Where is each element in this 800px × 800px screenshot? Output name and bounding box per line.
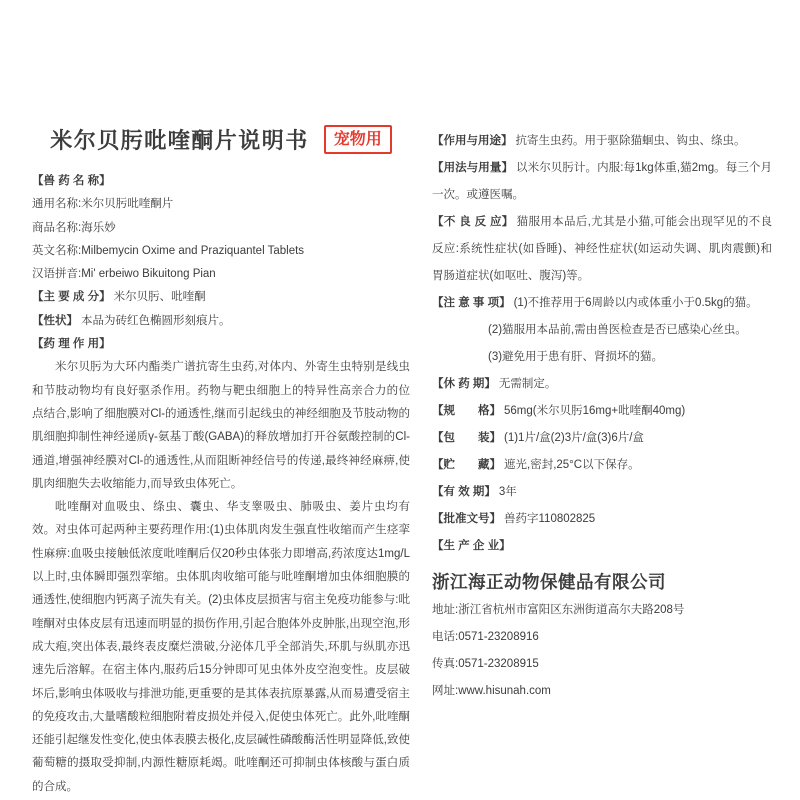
entry-text: 猫服用本品后,尤其是小猫,可能会出现罕见的不良反应:系统性症状(如昏睡)、神经性症状(如运动失调、肌肉震颤)和胃肠道症状(如呕吐、腹泻)等。 xyxy=(432,216,772,282)
company-name: 浙江海正动物保健品有限公司 xyxy=(432,572,666,592)
pinyin-name-line: 汉语拼音:Mi' erbeiwo Bikuitong Pian xyxy=(32,268,216,281)
entry-text: 3年 xyxy=(498,486,517,498)
right-column xyxy=(432,124,772,799)
ingredients-text: 米尔贝肟、吡喹酮 xyxy=(113,291,206,304)
entry-withdrawal-period xyxy=(432,371,772,398)
entry-storage xyxy=(432,452,772,479)
appearance-line xyxy=(32,310,410,333)
english-name-line: 英文名称:Milbemycin Oxime and Praziquantel Tablets xyxy=(32,244,305,257)
entry-adverse-reactions xyxy=(432,209,772,290)
entry-text: 无需制定。 xyxy=(498,378,557,390)
entry-label: 【包 装】 xyxy=(432,432,501,444)
company-fax: 传真:0571-23208915 xyxy=(432,658,539,670)
entry-label: 【规 格】 xyxy=(432,405,501,417)
ingredients-line xyxy=(32,286,410,309)
entry-label: 【有 效 期】 xyxy=(432,486,496,498)
entry-approval-number xyxy=(432,506,772,533)
trade-name-line: 商品名称:海乐妙 xyxy=(32,221,116,234)
entry-label: 【休 药 期】 xyxy=(432,378,496,390)
entry-label: 【作用与用途】 xyxy=(432,135,513,147)
page-title: 米尔贝肟吡喹酮片说明书 xyxy=(50,128,309,153)
appearance-text: 本品为砖红色椭圆形刻痕片。 xyxy=(81,314,231,327)
title-row xyxy=(32,124,410,155)
company-phone: 电话:0571-23208916 xyxy=(432,631,539,643)
generic-name-line: 通用名称:米尔贝肟吡喹酮片 xyxy=(32,198,174,211)
entry-text: (1)1片/盒(2)3片/盒(3)6片/盒 xyxy=(504,432,644,444)
entry-text: 抗寄生虫药。用于驱除猫蛔虫、钩虫、绦虫。 xyxy=(515,135,746,147)
insert-content xyxy=(32,124,772,799)
entry-text: 以米尔贝肟计。内服:每1kg体重,猫2mg。每三个月一次。或遵医嘱。 xyxy=(432,162,772,201)
entry-dosage-administration xyxy=(432,155,772,209)
pet-use-badge: 宠物用 xyxy=(324,125,392,154)
precaution-2: (2)猫服用本品前,需由兽医检查是否已感染心丝虫。 xyxy=(488,324,747,336)
ingredients-label: 【主 要 成 分】 xyxy=(32,291,111,304)
precaution-3: (3)避免用于患有肝、肾损坏的猫。 xyxy=(488,351,664,363)
entry-precautions xyxy=(432,290,772,371)
entry-label: 【用法与用量】 xyxy=(432,162,514,174)
entry-label: 【批准文号】 xyxy=(432,513,501,525)
company-address: 地址:浙江省杭州市富阳区东洲街道高尔夫路208号 xyxy=(432,604,685,616)
entry-label: 【注 意 事 项】 xyxy=(432,297,511,309)
appearance-label: 【性状】 xyxy=(32,314,78,327)
entry-packaging xyxy=(432,425,772,452)
entry-label: 【贮 藏】 xyxy=(432,459,501,471)
section-drug-name-header: 【兽 药 名 称】 xyxy=(32,175,111,187)
entry-label: 【不 良 反 应】 xyxy=(432,216,514,228)
entry-shelf-life xyxy=(432,479,772,506)
company-website: 网址:www.hisunah.com xyxy=(432,685,551,697)
section-pharmacology-header: 【药 理 作 用】 xyxy=(32,338,111,351)
left-column xyxy=(32,124,410,799)
entry-label: 【生 产 企 业】 xyxy=(432,540,511,552)
pharmacology-paragraph-2: 吡喹酮对血吸虫、绦虫、囊虫、华支睾吸虫、肺吸虫、姜片虫均有效。对虫体可起两种主要药理作用:(1)虫体肌肉发生强直性收缩而产生痉挛性麻痹:血吸虫接触低浓度吡喹酮后仅20秒虫体张力即增高,药浓度达1mg/L以上时,虫体瞬即强烈挛缩。虫体肌肉收缩可能与吡喹酮增加虫体细胞膜的通透性,使细胞内钙离子流失有关。(2)虫体皮层损害与宿主免疫功能参与:吡喹酮对虫体皮层有迅速而明显的损伤作用,引起合胞体外皮肿胀,出现空泡,形成大疱,突出体表,最终表皮糜烂溃破,分泌体几乎全部消失,环肌与纵肌亦迅速先后溶解。在宿主体内,服药后15分钟即可见虫体外皮空泡变性。皮层破坏后,影响虫体吸收与排泄功能,更重要的是其体表抗原暴露,从而易遭受宿主的免疫攻击,大量嗜酸粒细胞附着皮损处并侵入,促使虫体死亡。此外,吡喹酮还能引起继发性变化,使虫体表膜去极化,皮层碱性磷酸酶活性明显降低,致使葡萄糖的摄取受抑制,内源性糖原耗竭。吡喹酮还可抑制虫体核酸与蛋白质的合成。 xyxy=(32,501,410,793)
entry-text: (1)不推荐用于6周龄以内或体重小于0.5kg的猫。 xyxy=(513,297,758,309)
entry-manufacturer-header xyxy=(432,533,772,560)
entry-specification xyxy=(432,398,772,425)
entry-text: 兽药字110802825 xyxy=(504,513,596,525)
entry-indications xyxy=(432,128,772,155)
precaution-1 xyxy=(432,290,772,317)
pharmacology-paragraph-1: 米尔贝肟为大环内酯类广谱抗寄生虫药,对体内、外寄生虫特别是线虫和节肢动物均有良好驱杀作用。药物与靶虫细胞上的特异性高亲合力的位点结合,影响了细胞膜对Cl-的通透性,继而引起线虫的神经细胞及节肢动物的肌细胞抑制性神经递质γ-氨基丁酸(GABA)的释放增加打开谷氨酸控制的Cl-通道,增强神经膜对Cl-的通透性,从而阻断神经信号的传递,最终神经麻痹,使肌肉细胞失去收缩能力,而导致虫体死亡。 xyxy=(32,361,410,490)
entry-text: 遮光,密封,25°C以下保存。 xyxy=(504,459,640,471)
entry-text: 56mg(米尔贝肟16mg+吡喹酮40mg) xyxy=(504,405,686,417)
